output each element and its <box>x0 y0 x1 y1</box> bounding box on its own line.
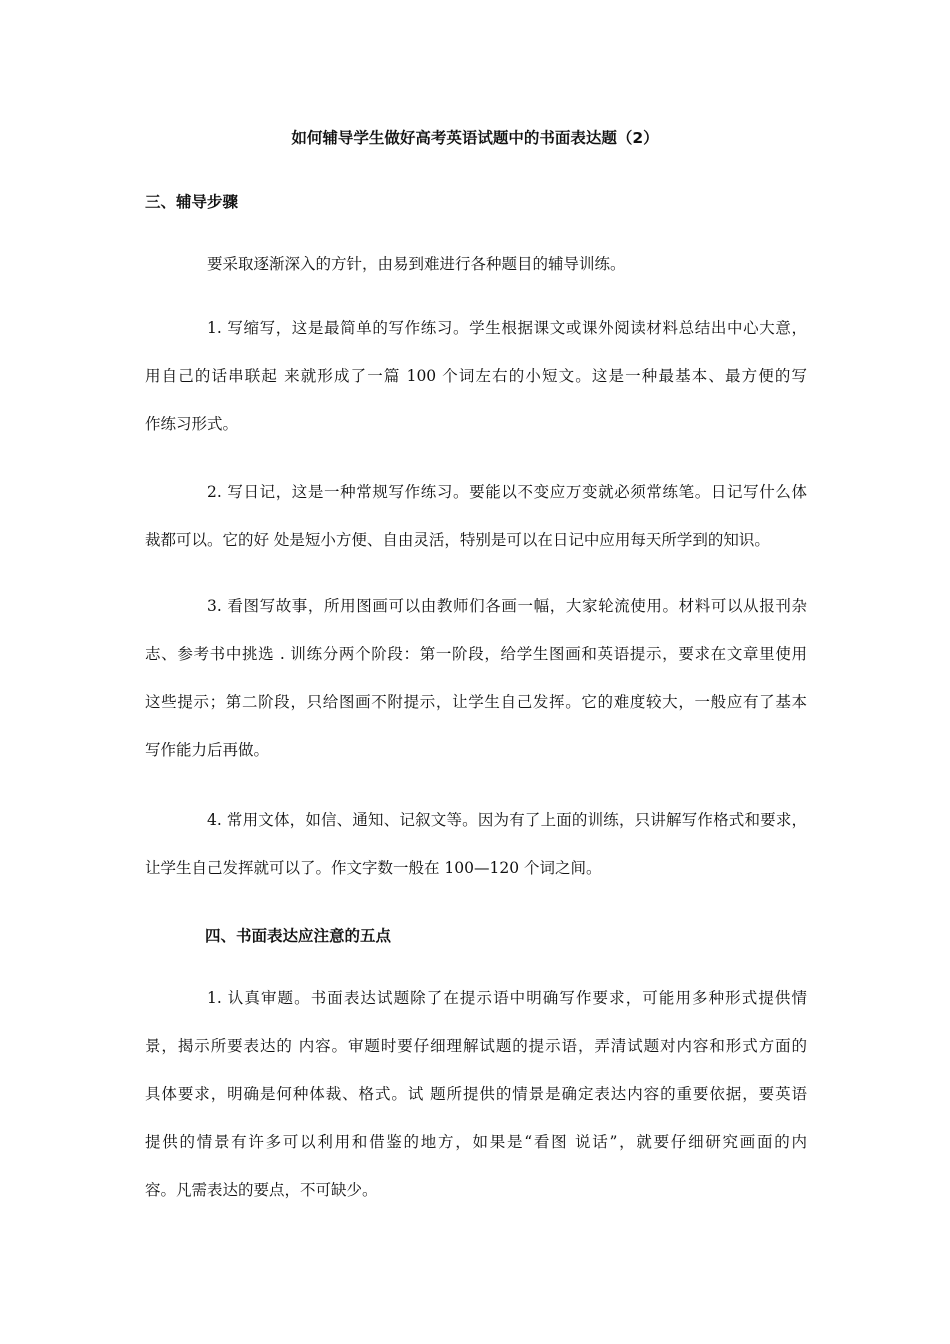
document-title: 如何辅导学生做好高考英语试题中的书面表达题（2） <box>291 129 659 147</box>
paragraph-line: 2. 写日记，这是一种常规写作练习。要能以不变应万变就必须常练笔。日记写什么体 <box>207 483 807 501</box>
paragraph-line: 要采取逐渐深入的方针，由易到难进行各种题目的辅导训练。 <box>207 255 626 273</box>
section-3-item-2 <box>145 468 807 564</box>
paragraph-line: 写作能力后再做。 <box>145 741 270 759</box>
paragraph-line: 景，揭示所要表达的 内容。审题时要仔细理解试题的提示语，弄清试题对内容和形式方面的 <box>145 1037 807 1055</box>
section-3-item-1 <box>145 304 807 448</box>
section-3-heading: 三、辅导步骤 <box>145 193 239 211</box>
section-3-intro <box>145 240 807 288</box>
paragraph-line: 这些提示；第二阶段，只给图画不附提示，让学生自己发挥。它的难度较大，一般应有了基本 <box>145 693 807 711</box>
paragraph-line: 作练习形式。 <box>145 415 239 433</box>
section-4-heading: 四、书面表达应注意的五点 <box>205 927 392 945</box>
section-3-item-4 <box>145 796 807 892</box>
paragraph-line: 让学生自己发挥就可以了。作文字数一般在 100—120 个词之间。 <box>145 859 602 877</box>
paragraph-line: 用自己的话串联起 来就形成了一篇 100 个词左右的小短文。这是一种最基本、最方便的写 <box>145 367 807 385</box>
paragraph-line: 3. 看图写故事，所用图画可以由教师们各画一幅，大家轮流使用。材料可以从报刊杂 <box>207 597 807 615</box>
paragraph-line: 志、参考书中挑选 . 训练分两个阶段：第一阶段，给学生图画和英语提示，要求在文章里使用 <box>145 645 807 663</box>
paragraph-line: 具体要求，明确是何种体裁、格式。试 题所提供的情景是确定表达内容的重要依据，要英语 <box>145 1085 807 1103</box>
section-4-item-1 <box>145 974 807 1214</box>
paragraph-line: 裁都可以。它的好 处是短小方便、自由灵活，特别是可以在日记中应用每天所学到的知识。 <box>145 531 770 549</box>
paragraph-line: 容。凡需表达的要点，不可缺少。 <box>145 1181 378 1199</box>
paragraph-line: 1. 认真审题。书面表达试题除了在提示语中明确写作要求，可能用多种形式提供情 <box>207 989 807 1007</box>
paragraph-line: 1. 写缩写，这是最简单的写作练习。学生根据课文或课外阅读材料总结出中心大意， <box>207 319 807 337</box>
section-3-item-3 <box>145 582 807 774</box>
paragraph-line: 4. 常用文体，如信、通知、记叙文等。因为有了上面的训练，只讲解写作格式和要求， <box>207 811 807 829</box>
paragraph-line: 提供的情景有许多可以利用和借鉴的地方，如果是“看图 说话”，就要仔细研究画面的内 <box>145 1133 807 1151</box>
